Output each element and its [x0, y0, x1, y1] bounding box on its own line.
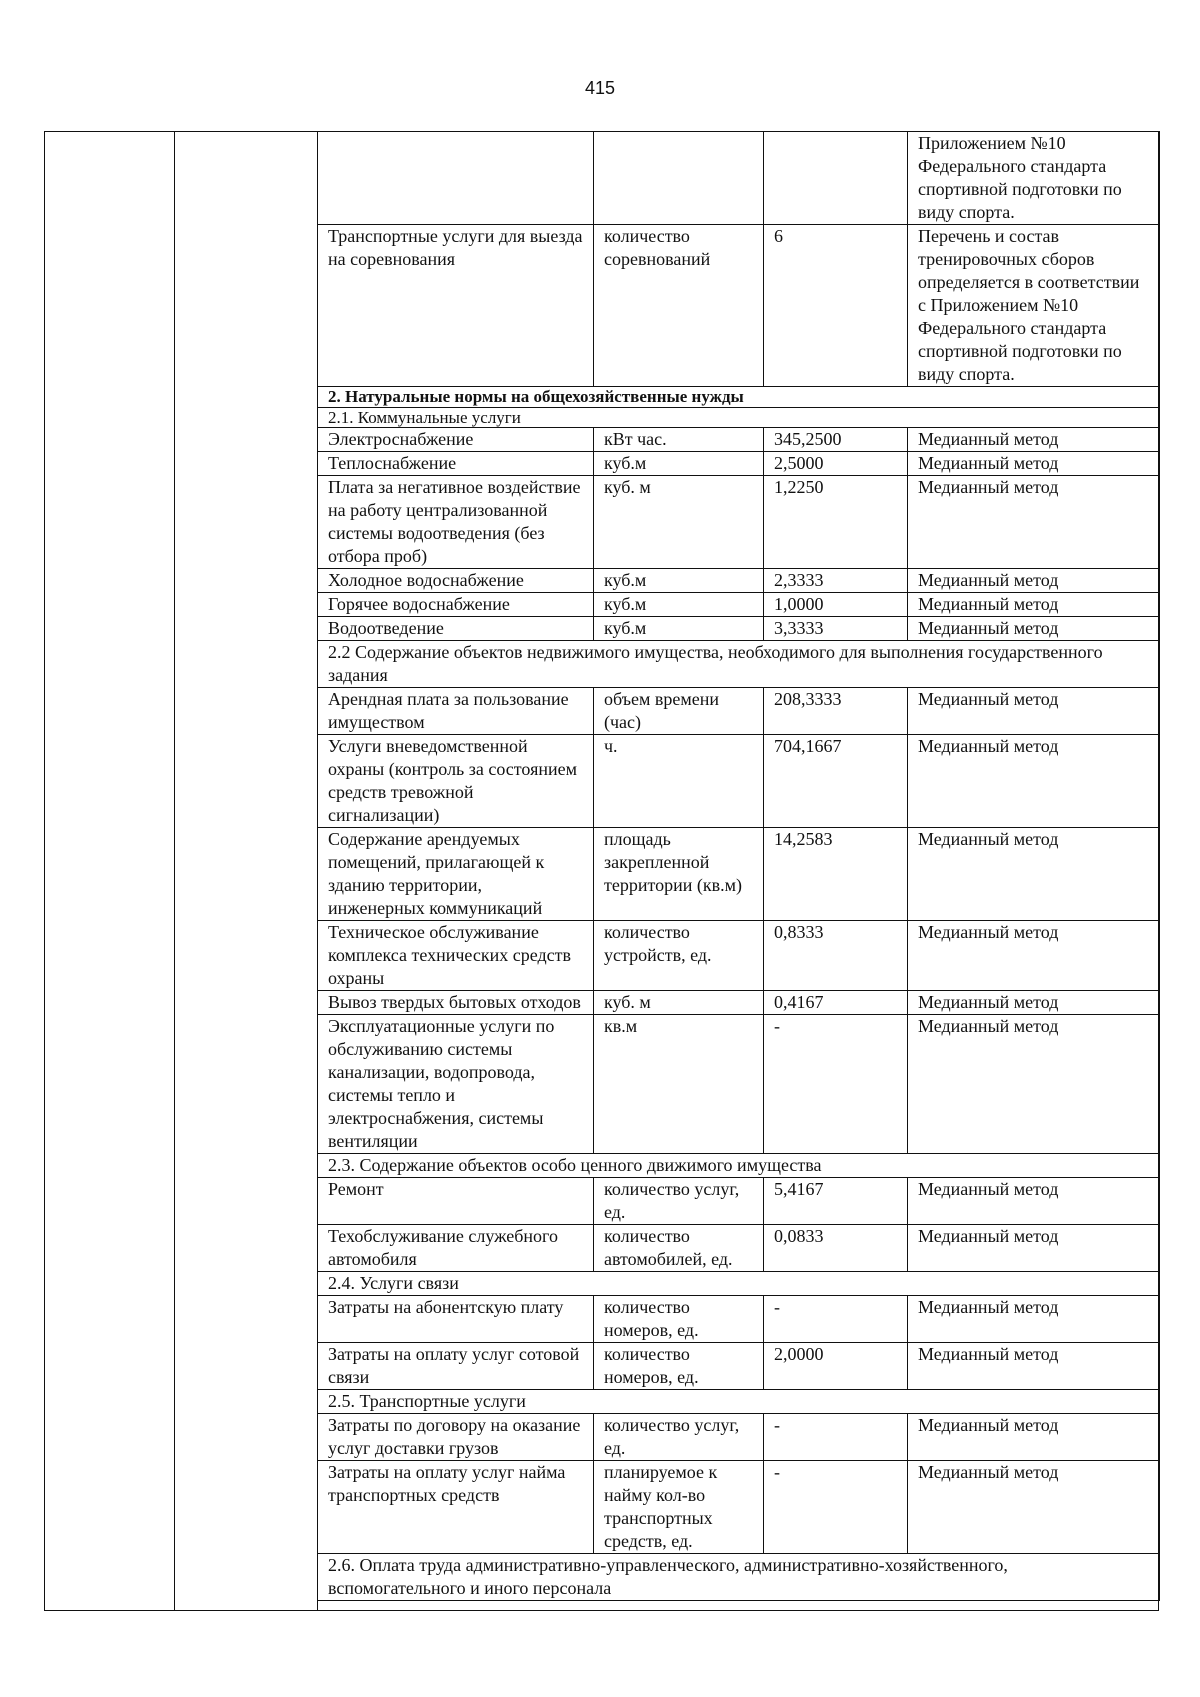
- section-title: 2.2 Содержание объектов недвижимого имущества, необходимого для выполнения государственного задания: [318, 641, 1160, 688]
- value-cell: 0,0833: [764, 1225, 908, 1272]
- unit-cell: куб.м: [594, 617, 764, 641]
- norm-name-cell: Холодное водоснабжение: [318, 569, 594, 593]
- value-cell: 2,3333: [764, 569, 908, 593]
- table-row: [318, 476, 1160, 569]
- table-row: [318, 688, 1160, 735]
- method-cell: Медианный метод: [908, 1296, 1160, 1343]
- section-header-row: [318, 1554, 1160, 1601]
- norm-name-cell: Водоотведение: [318, 617, 594, 641]
- norm-name-cell: Затраты на оплату услуг сотовой связи: [318, 1343, 594, 1390]
- section-header-row: [318, 1390, 1160, 1414]
- table-row: [318, 1343, 1160, 1390]
- value-cell: 345,2500: [764, 428, 908, 452]
- norm-name-cell: Арендная плата за пользование имуществом: [318, 688, 594, 735]
- table-row: [318, 132, 1160, 225]
- method-cell: Медианный метод: [908, 1461, 1160, 1554]
- unit-cell: количество номеров, ед.: [594, 1343, 764, 1390]
- value-cell: -: [764, 1461, 908, 1554]
- unit-cell: планируемое к найму кол-во транспортных средств, ед.: [594, 1461, 764, 1554]
- table-row: [318, 1015, 1160, 1154]
- section-header-row: [318, 1272, 1160, 1296]
- value-cell: -: [764, 1414, 908, 1461]
- norm-name-cell: Техобслуживание служебного автомобиля: [318, 1225, 594, 1272]
- value-cell: 6: [764, 225, 908, 387]
- value-cell: -: [764, 1296, 908, 1343]
- norm-name-cell: Затраты на абонентскую плату: [318, 1296, 594, 1343]
- table-row: [318, 921, 1160, 991]
- norms-table: [317, 131, 1160, 1601]
- section-title: 2.3. Содержание объектов особо ценного движимого имущества: [318, 1154, 1160, 1178]
- value-cell: 0,4167: [764, 991, 908, 1015]
- table-row: [318, 991, 1160, 1015]
- method-cell: Медианный метод: [908, 569, 1160, 593]
- table-row: [318, 1414, 1160, 1461]
- unit-cell: количество соревнований: [594, 225, 764, 387]
- unit-cell: количество номеров, ед.: [594, 1296, 764, 1343]
- unit-cell: кв.м: [594, 1015, 764, 1154]
- method-cell: Приложением №10 Федерального стандарта спортивной подготовки по виду спорта.: [908, 132, 1160, 225]
- unit-cell: куб.м: [594, 452, 764, 476]
- method-cell: Медианный метод: [908, 476, 1160, 569]
- value-cell: 2,5000: [764, 452, 908, 476]
- unit-cell: куб.м: [594, 569, 764, 593]
- table-row: [318, 1296, 1160, 1343]
- section-title: 2.4. Услуги связи: [318, 1272, 1160, 1296]
- value-cell: [764, 132, 908, 225]
- norm-name-cell: Вывоз твердых бытовых отходов: [318, 991, 594, 1015]
- method-cell: Медианный метод: [908, 735, 1160, 828]
- norm-name-cell: Затраты по договору на оказание услуг доставки грузов: [318, 1414, 594, 1461]
- section-title: 2.5. Транспортные услуги: [318, 1390, 1160, 1414]
- method-cell: Медианный метод: [908, 452, 1160, 476]
- table-row: [318, 1178, 1160, 1225]
- value-cell: -: [764, 1015, 908, 1154]
- table-row: [318, 828, 1160, 921]
- value-cell: 3,3333: [764, 617, 908, 641]
- table-row: [318, 225, 1160, 387]
- method-cell: Медианный метод: [908, 1178, 1160, 1225]
- unit-cell: ч.: [594, 735, 764, 828]
- unit-cell: площадь закрепленной территории (кв.м): [594, 828, 764, 921]
- value-cell: 1,2250: [764, 476, 908, 569]
- norm-name-cell: Эксплуатационные услуги по обслуживанию системы канализации, водопровода, системы тепло и электроснабжения, системы вентиляции: [318, 1015, 594, 1154]
- value-cell: 5,4167: [764, 1178, 908, 1225]
- method-cell: Медианный метод: [908, 1015, 1160, 1154]
- table-row: [318, 569, 1160, 593]
- value-cell: 0,8333: [764, 921, 908, 991]
- column-divider: [174, 132, 175, 1610]
- section-header-row: [318, 1154, 1160, 1178]
- section-title: 2.6. Оплата труда административно-управленческого, административно-хозяйственного, вспомогательного и иного персонала: [318, 1554, 1160, 1601]
- section-title: 2.1. Коммунальные услуги: [318, 408, 1160, 428]
- unit-cell: куб. м: [594, 476, 764, 569]
- norm-name-cell: Электроснабжение: [318, 428, 594, 452]
- norm-name-cell: Услуги вневедомственной охраны (контроль за состоянием средств тревожной сигнализации): [318, 735, 594, 828]
- unit-cell: количество услуг, ед.: [594, 1178, 764, 1225]
- value-cell: 208,3333: [764, 688, 908, 735]
- norm-name-cell: Техническое обслуживание комплекса технических средств охраны: [318, 921, 594, 991]
- table-row: [318, 452, 1160, 476]
- table-row: [318, 735, 1160, 828]
- value-cell: 14,2583: [764, 828, 908, 921]
- value-cell: 2,0000: [764, 1343, 908, 1390]
- unit-cell: количество устройств, ед.: [594, 921, 764, 991]
- value-cell: 1,0000: [764, 593, 908, 617]
- section-header-row: [318, 408, 1160, 428]
- table-row: [318, 1461, 1160, 1554]
- unit-cell: куб. м: [594, 991, 764, 1015]
- norm-name-cell: [318, 132, 594, 225]
- method-cell: Медианный метод: [908, 1225, 1160, 1272]
- method-cell: Перечень и состав тренировочных сборов определяется в соответствии с Приложением №10 Федерального стандарта спортивной подготовки по виду спорта.: [908, 225, 1160, 387]
- table-row: [318, 593, 1160, 617]
- unit-cell: количество услуг, ед.: [594, 1414, 764, 1461]
- norm-name-cell: Содержание арендуемых помещений, прилагающей к зданию территории, инженерных коммуникаций: [318, 828, 594, 921]
- norm-name-cell: Транспортные услуги для выезда на соревнования: [318, 225, 594, 387]
- unit-cell: [594, 132, 764, 225]
- section-header-row: [318, 641, 1160, 688]
- norm-name-cell: Затраты на оплату услуг найма транспортных средств: [318, 1461, 594, 1554]
- unit-cell: куб.м: [594, 593, 764, 617]
- method-cell: Медианный метод: [908, 1414, 1160, 1461]
- unit-cell: количество автомобилей, ед.: [594, 1225, 764, 1272]
- table-row: [318, 617, 1160, 641]
- table-row: [318, 428, 1160, 452]
- norm-name-cell: Плата за негативное воздействие на работу централизованной системы водоотведения (без отбора проб): [318, 476, 594, 569]
- norm-name-cell: Горячее водоснабжение: [318, 593, 594, 617]
- section-header-row: [318, 387, 1160, 408]
- method-cell: Медианный метод: [908, 828, 1160, 921]
- method-cell: Медианный метод: [908, 991, 1160, 1015]
- norms-table-body: [318, 132, 1160, 1601]
- method-cell: Медианный метод: [908, 428, 1160, 452]
- method-cell: Медианный метод: [908, 593, 1160, 617]
- section-title: 2. Натуральные нормы на общехозяйственные нужды: [318, 387, 1160, 408]
- value-cell: 704,1667: [764, 735, 908, 828]
- norm-name-cell: Ремонт: [318, 1178, 594, 1225]
- method-cell: Медианный метод: [908, 617, 1160, 641]
- method-cell: Медианный метод: [908, 1343, 1160, 1390]
- unit-cell: кВт час.: [594, 428, 764, 452]
- method-cell: Медианный метод: [908, 688, 1160, 735]
- norm-name-cell: Теплоснабжение: [318, 452, 594, 476]
- table-row: [318, 1225, 1160, 1272]
- method-cell: Медианный метод: [908, 921, 1160, 991]
- unit-cell: объем времени (час): [594, 688, 764, 735]
- page-number: 415: [584, 78, 616, 98]
